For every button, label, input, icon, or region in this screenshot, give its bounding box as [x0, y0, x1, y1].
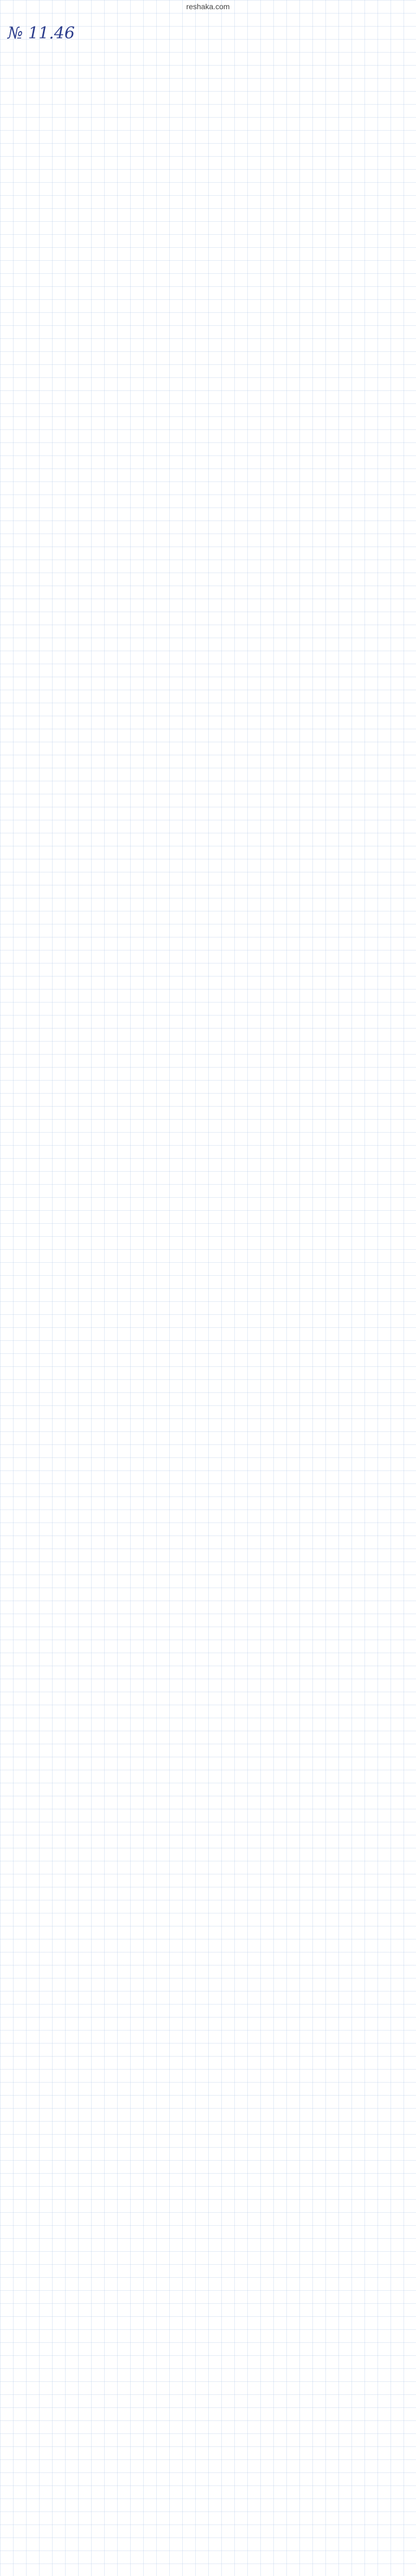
problem-number: № 11.46: [8, 24, 75, 43]
site-header[interactable]: reshaka.com: [186, 2, 230, 11]
